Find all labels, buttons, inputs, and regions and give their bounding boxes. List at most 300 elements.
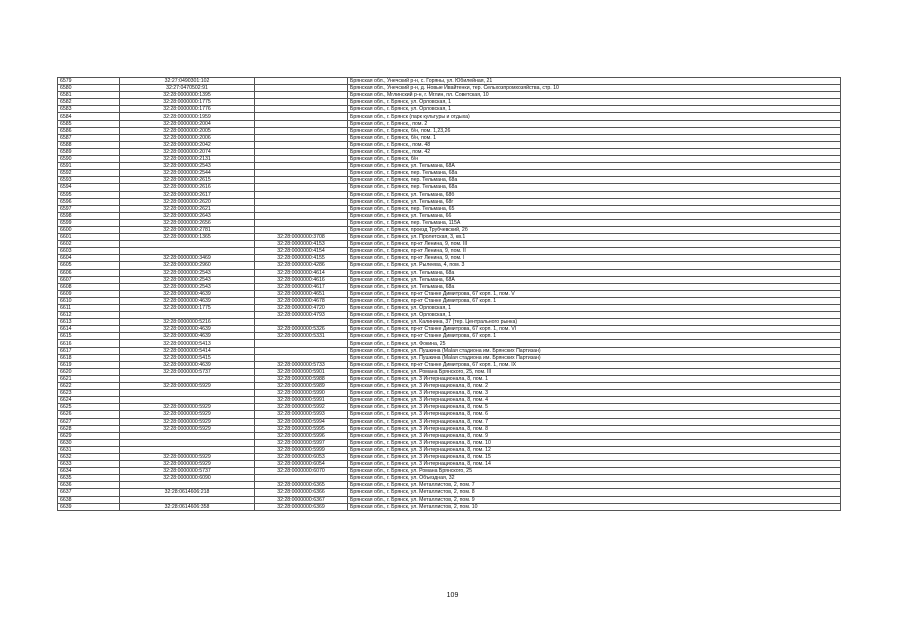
cadastral-number-cell: 32:28:0000000:1959 xyxy=(120,113,255,120)
premises-cadastral-number-cell: 32:28:0000000:4617 xyxy=(255,283,348,290)
record-number-cell: 6592 xyxy=(58,170,120,177)
cadastral-number-cell: 32:28:0000000:5929 xyxy=(120,418,255,425)
address-cell: Брянская обл., г. Брянск (парк культуры и отдыха) xyxy=(348,113,841,120)
record-number-cell: 6626 xyxy=(58,411,120,418)
table-row xyxy=(58,383,841,390)
premises-cadastral-number-cell xyxy=(255,177,348,184)
table-row xyxy=(58,404,841,411)
premises-cadastral-number-cell xyxy=(255,347,348,354)
cadastral-number-cell: 32:28:0000000:2131 xyxy=(120,156,255,163)
table-row xyxy=(58,276,841,283)
record-number-cell: 6580 xyxy=(58,85,120,92)
premises-cadastral-number-cell: 32:28:0000000:5991 xyxy=(255,397,348,404)
record-number-cell: 6597 xyxy=(58,205,120,212)
record-number-cell: 6603 xyxy=(58,248,120,255)
table-row xyxy=(58,432,841,439)
address-cell: Брянская обл., г. Брянск, пер. Тельмана, 68а xyxy=(348,170,841,177)
record-number-cell: 6633 xyxy=(58,461,120,468)
table-row xyxy=(58,340,841,347)
cadastral-number-cell: 32:28:0000000:2617 xyxy=(120,191,255,198)
address-cell: Брянская обл., Унечский р-н, д. Новые Ивайтенки, тер. Сельхозпромхозяйства, стр. 10 xyxy=(348,85,841,92)
cadastral-number-cell: 32:27:0490301:102 xyxy=(120,78,255,85)
record-number-cell: 6605 xyxy=(58,262,120,269)
premises-cadastral-number-cell: 32:28:0000000:6367 xyxy=(255,496,348,503)
address-cell: Брянская обл., Унечский р-н, с. Горяны, ул. Юбилейная, 21 xyxy=(348,78,841,85)
cadastral-number-cell: 32:28:0000000:2616 xyxy=(120,184,255,191)
record-number-cell: 6623 xyxy=(58,390,120,397)
record-number-cell: 6630 xyxy=(58,439,120,446)
address-cell: Брянская обл., г. Брянск, ул. Орловская, 1 xyxy=(348,312,841,319)
table-row xyxy=(58,425,841,432)
premises-cadastral-number-cell xyxy=(255,354,348,361)
cadastral-number-cell: 32:28:0000000:1775 xyxy=(120,99,255,106)
cadastral-number-cell: 32:28:0000000:2621 xyxy=(120,205,255,212)
premises-cadastral-number-cell: 32:28:0000000:3708 xyxy=(255,234,348,241)
premises-cadastral-number-cell xyxy=(255,78,348,85)
premises-cadastral-number-cell xyxy=(255,120,348,127)
premises-cadastral-number-cell: 32:28:0000000:5989 xyxy=(255,383,348,390)
address-cell: Брянская обл., г. Брянск, ул. 3 Интернационала, 8, пом. 10 xyxy=(348,439,841,446)
cadastral-number-cell: 32:28:0000000:3469 xyxy=(120,255,255,262)
cadastral-number-cell: 32:28:0000000:2006 xyxy=(120,134,255,141)
table-row xyxy=(58,99,841,106)
cadastral-number-cell: 32:28:0000000:2544 xyxy=(120,170,255,177)
address-cell: Брянская обл., г. Брянск,, пом. 2 xyxy=(348,120,841,127)
record-number-cell: 6588 xyxy=(58,141,120,148)
record-number-cell: 6601 xyxy=(58,234,120,241)
table-row xyxy=(58,85,841,92)
page-number: 109 xyxy=(446,592,459,599)
record-number-cell: 6591 xyxy=(58,163,120,170)
premises-cadastral-number-cell: 32:28:0000000:5993 xyxy=(255,411,348,418)
address-cell: Брянская обл., г. Брянск, ул. Рылеева, 4, пом. 3 xyxy=(348,262,841,269)
record-number-cell: 6607 xyxy=(58,276,120,283)
cadastral-number-cell: 32:27:0470502:91 xyxy=(120,85,255,92)
table-row xyxy=(58,78,841,85)
premises-cadastral-number-cell xyxy=(255,163,348,170)
premises-cadastral-number-cell: 32:28:0000000:4678 xyxy=(255,297,348,304)
record-number-cell: 6622 xyxy=(58,383,120,390)
cadastral-number-cell: 32:28:0000000:4639 xyxy=(120,333,255,340)
premises-cadastral-number-cell: 32:28:0000000:5326 xyxy=(255,326,348,333)
cadastral-number-cell: 32:28:0000000:4639 xyxy=(120,361,255,368)
cadastral-number-cell: 32:28:0000000:5929 xyxy=(120,404,255,411)
premises-cadastral-number-cell: 32:28:0000000:4154 xyxy=(255,248,348,255)
premises-cadastral-number-cell: 32:28:0000000:4616 xyxy=(255,276,348,283)
premises-cadastral-number-cell xyxy=(255,219,348,226)
address-cell: Брянская обл., г. Брянск, ул. 3 Интернационала, 8, пом. 5 xyxy=(348,404,841,411)
address-cell: Брянская обл., г. Брянск, ул. Орловская, 1 xyxy=(348,106,841,113)
address-cell: Брянская обл., г. Брянск, ул. Орловская, 1 xyxy=(348,305,841,312)
cadastral-number-cell: 32:28:0000000:2643 xyxy=(120,212,255,219)
premises-cadastral-number-cell: 32:28:0000000:4720 xyxy=(255,305,348,312)
premises-cadastral-number-cell: 32:28:0000000:5988 xyxy=(255,375,348,382)
cadastral-number-cell: 32:28:0614606:358 xyxy=(120,503,255,510)
address-cell: Брянская обл., г. Брянск, ул. Тельмана, 68а xyxy=(348,269,841,276)
address-cell: Брянская обл., г. Брянск, пр-кт Ленина, 9, пом. II xyxy=(348,248,841,255)
table-row xyxy=(58,269,841,276)
address-cell: Брянская обл., г. Брянск, ул. Металлистов, 2, пом. 9 xyxy=(348,496,841,503)
address-cell: Брянская обл., г. Брянск, ул. Фокина, 25 xyxy=(348,340,841,347)
table-row xyxy=(58,141,841,148)
cadastral-number-cell xyxy=(120,439,255,446)
record-number-cell: 6615 xyxy=(58,333,120,340)
record-number-cell: 6632 xyxy=(58,453,120,460)
premises-cadastral-number-cell xyxy=(255,212,348,219)
table-row xyxy=(58,212,841,219)
table-row xyxy=(58,489,841,496)
address-cell: Брянская обл., г. Брянск,, пом. 42 xyxy=(348,148,841,155)
premises-cadastral-number-cell: 32:28:0000000:5996 xyxy=(255,432,348,439)
premises-cadastral-number-cell: 32:28:0000000:6365 xyxy=(255,482,348,489)
cadastral-number-cell: 32:28:0000000:2543 xyxy=(120,283,255,290)
address-cell: Брянская обл., г. Брянск, ул. Калинина, 37 (тер. Центрального рынка) xyxy=(348,319,841,326)
record-number-cell: 6589 xyxy=(58,148,120,155)
address-cell: Брянская обл., г. Брянск, проезд Трубчевский, 2б xyxy=(348,226,841,233)
table-row xyxy=(58,446,841,453)
address-cell: Брянская обл., г. Брянск, ул. 3 Интернационала, 8, пом. 2 xyxy=(348,383,841,390)
table-row xyxy=(58,226,841,233)
premises-cadastral-number-cell: 32:28:0000000:5331 xyxy=(255,333,348,340)
premises-cadastral-number-cell: 32:28:0000000:6369 xyxy=(255,503,348,510)
cadastral-number-cell: 32:28:0000000:1776 xyxy=(120,106,255,113)
address-cell: Брянская обл., г. Брянск, пр-кт Станке Димитрова, 67 корп. 1, пом. V xyxy=(348,290,841,297)
address-cell: Брянская обл., г. Брянск, пр-кт Станке Димитрова, 67 корп. 1, пом. IX xyxy=(348,361,841,368)
address-cell: Брянская обл., г. Брянск, пер. Тельмана, 65 xyxy=(348,205,841,212)
address-cell: Брянская обл., г. Брянск, ул. Пролетская, 3, кв.1 xyxy=(348,234,841,241)
record-number-cell: 6585 xyxy=(58,120,120,127)
address-cell: Брянская обл., г. Брянск, ул. 3 Интернационала, 8, пом. 14 xyxy=(348,461,841,468)
address-cell: Брянская обл., г. Брянск, ул. 3 Интернационала, 8, пом. 8 xyxy=(348,425,841,432)
cadastral-number-cell: 32:28:0000000:1365 xyxy=(120,234,255,241)
address-cell: Брянская обл., г. Брянск, ул. Пушкина (Malая стадиона им. Брянских Партизан) xyxy=(348,347,841,354)
premises-cadastral-number-cell: 32:28:0000000:5999 xyxy=(255,446,348,453)
record-number-cell: 6593 xyxy=(58,177,120,184)
record-number-cell: 6602 xyxy=(58,241,120,248)
cadastral-number-cell: 32:28:0000000:5216 xyxy=(120,319,255,326)
record-number-cell: 6619 xyxy=(58,361,120,368)
record-number-cell: 6631 xyxy=(58,446,120,453)
address-cell: Брянская обл., г. Брянск, б/н, пом. 1 xyxy=(348,134,841,141)
cadastral-number-cell xyxy=(120,248,255,255)
premises-cadastral-number-cell xyxy=(255,226,348,233)
record-number-cell: 6608 xyxy=(58,283,120,290)
record-number-cell: 6590 xyxy=(58,156,120,163)
address-cell: Брянская обл., г. Брянск, ул. Орловская, 1 xyxy=(348,99,841,106)
record-number-cell: 6579 xyxy=(58,78,120,85)
table-row xyxy=(58,163,841,170)
table-row xyxy=(58,361,841,368)
cadastral-number-cell: 32:28:0000000:5413 xyxy=(120,340,255,347)
table-row xyxy=(58,354,841,361)
table-row xyxy=(58,255,841,262)
table-row xyxy=(58,262,841,269)
address-cell: Брянская обл., г. Брянск, ул. 3 Интернационала, 8, пом. 3 xyxy=(348,390,841,397)
record-number-cell: 6634 xyxy=(58,468,120,475)
record-number-cell: 6627 xyxy=(58,418,120,425)
table-row xyxy=(58,312,841,319)
premises-cadastral-number-cell xyxy=(255,191,348,198)
table-row xyxy=(58,184,841,191)
cadastral-number-cell: 32:28:0000000:6090 xyxy=(120,475,255,482)
record-number-cell: 6582 xyxy=(58,99,120,106)
cadastral-number-cell: 32:28:0000000:5737 xyxy=(120,368,255,375)
table-row xyxy=(58,368,841,375)
table-row xyxy=(58,219,841,226)
record-number-cell: 6614 xyxy=(58,326,120,333)
record-number-cell: 6636 xyxy=(58,482,120,489)
table-row xyxy=(58,468,841,475)
record-number-cell: 6639 xyxy=(58,503,120,510)
address-cell: Брянская обл., г. Брянск, пр-кт Станке Димитрова, 67 корп. 1, пом. VI xyxy=(348,326,841,333)
premises-cadastral-number-cell xyxy=(255,134,348,141)
table-row xyxy=(58,375,841,382)
table-row xyxy=(58,305,841,312)
cadastral-number-cell: 32:28:0000000:5929 xyxy=(120,461,255,468)
cadastral-number-cell xyxy=(120,312,255,319)
address-cell: Брянская обл., г. Брянск, пер. Тельмана, 68а xyxy=(348,177,841,184)
record-number-cell: 6637 xyxy=(58,489,120,496)
record-number-cell: 6624 xyxy=(58,397,120,404)
premises-cadastral-number-cell: 32:28:0000000:5733 xyxy=(255,361,348,368)
table-row xyxy=(58,113,841,120)
cadastral-number-cell xyxy=(120,432,255,439)
cadastral-number-cell: 32:28:0000000:2042 xyxy=(120,141,255,148)
cadastral-number-cell: 32:28:0000000:2074 xyxy=(120,148,255,155)
premises-cadastral-number-cell: 32:28:0000000:5995 xyxy=(255,425,348,432)
cadastral-number-cell xyxy=(120,397,255,404)
table-row xyxy=(58,191,841,198)
address-cell: Брянская обл., г. Брянск, пер. Тельмана, 68а xyxy=(348,184,841,191)
address-cell: Брянская обл., г. Брянск, б/н xyxy=(348,156,841,163)
cadastral-number-cell: 32:28:0000000:2781 xyxy=(120,226,255,233)
cadastral-number-cell: 32:28:0000000:1775 xyxy=(120,305,255,312)
cadastral-number-cell xyxy=(120,375,255,382)
premises-cadastral-number-cell xyxy=(255,141,348,148)
registry-sheet xyxy=(57,77,841,511)
table-row xyxy=(58,411,841,418)
premises-cadastral-number-cell: 32:28:0000000:5992 xyxy=(255,404,348,411)
table-row xyxy=(58,503,841,510)
address-cell: Брянская обл., г. Брянск, ул. 3 Интернационала, 8, пом. 6 xyxy=(348,411,841,418)
premises-cadastral-number-cell: 32:28:0000000:4155 xyxy=(255,255,348,262)
premises-cadastral-number-cell: 32:28:0000000:5901 xyxy=(255,368,348,375)
premises-cadastral-number-cell: 32:28:0000000:4793 xyxy=(255,312,348,319)
cadastral-number-cell: 32:28:0000000:2960 xyxy=(120,262,255,269)
table-row xyxy=(58,148,841,155)
premises-cadastral-number-cell: 32:28:0000000:6053 xyxy=(255,453,348,460)
cadastral-number-cell: 32:28:0000000:4639 xyxy=(120,297,255,304)
record-number-cell: 6604 xyxy=(58,255,120,262)
table-row xyxy=(58,333,841,340)
table-row xyxy=(58,156,841,163)
premises-cadastral-number-cell: 32:28:0000000:5990 xyxy=(255,390,348,397)
premises-cadastral-number-cell xyxy=(255,113,348,120)
premises-cadastral-number-cell: 32:28:0000000:4614 xyxy=(255,269,348,276)
address-cell: Брянская обл., г. Брянск, б/н, пом. 1,23,26 xyxy=(348,127,841,134)
address-cell: Брянская обл., г. Брянск, ул. Тельмана, 66 xyxy=(348,212,841,219)
registry-table-body xyxy=(58,78,841,511)
premises-cadastral-number-cell: 32:28:0000000:6366 xyxy=(255,489,348,496)
record-number-cell: 6586 xyxy=(58,127,120,134)
address-cell: Брянская обл., г. Брянск, ул. Тельмана, 68а xyxy=(348,283,841,290)
table-row xyxy=(58,127,841,134)
record-number-cell: 6595 xyxy=(58,191,120,198)
table-row xyxy=(58,205,841,212)
table-row xyxy=(58,347,841,354)
table-row xyxy=(58,390,841,397)
address-cell: Брянская обл., г. Брянск, ул. Тельмана, 68А xyxy=(348,276,841,283)
record-number-cell: 6594 xyxy=(58,184,120,191)
premises-cadastral-number-cell: 32:28:0000000:5997 xyxy=(255,439,348,446)
premises-cadastral-number-cell xyxy=(255,340,348,347)
cadastral-number-cell: 32:28:0000000:5929 xyxy=(120,425,255,432)
record-number-cell: 6625 xyxy=(58,404,120,411)
premises-cadastral-number-cell xyxy=(255,205,348,212)
address-cell: Брянская обл., г. Брянск, пр-кт Станке Димитрова, 67 корп. 1 xyxy=(348,333,841,340)
record-number-cell: 6581 xyxy=(58,92,120,99)
table-row xyxy=(58,439,841,446)
record-number-cell: 6629 xyxy=(58,432,120,439)
table-row xyxy=(58,106,841,113)
cadastral-number-cell: 32:28:0000000:2620 xyxy=(120,198,255,205)
table-row xyxy=(58,418,841,425)
cadastral-number-cell: 32:28:0000000:2005 xyxy=(120,127,255,134)
cadastral-number-cell: 32:28:0000000:2004 xyxy=(120,120,255,127)
premises-cadastral-number-cell xyxy=(255,127,348,134)
address-cell: Брянская обл., г. Брянск, пр-кт Станке Димитрова, 67 корп. 1 xyxy=(348,297,841,304)
cadastral-number-cell: 32:28:0000000:4639 xyxy=(120,290,255,297)
premises-cadastral-number-cell xyxy=(255,184,348,191)
cadastral-number-cell xyxy=(120,482,255,489)
record-number-cell: 6611 xyxy=(58,305,120,312)
cadastral-number-cell: 32:28:0614606:218 xyxy=(120,489,255,496)
premises-cadastral-number-cell: 32:28:0000000:6070 xyxy=(255,468,348,475)
table-row xyxy=(58,319,841,326)
premises-cadastral-number-cell xyxy=(255,85,348,92)
record-number-cell: 6600 xyxy=(58,226,120,233)
address-cell: Брянская обл., г. Брянск,, пом. 48 xyxy=(348,141,841,148)
address-cell: Брянская обл., Мглинский р-н, г. Мглин, пл. Советская, 10 xyxy=(348,92,841,99)
cadastral-number-cell: 32:28:0000000:5929 xyxy=(120,411,255,418)
table-row xyxy=(58,134,841,141)
address-cell: Брянская обл., г. Брянск, ул. Металлистов, 2, пом. 8 xyxy=(348,489,841,496)
premises-cadastral-number-cell: 32:28:0000000:6054 xyxy=(255,461,348,468)
premises-cadastral-number-cell: 32:28:0000000:4153 xyxy=(255,241,348,248)
premises-cadastral-number-cell xyxy=(255,106,348,113)
table-row xyxy=(58,482,841,489)
address-cell: Брянская обл., г. Брянск, ул. 3 Интернационала, 8, пом. 7 xyxy=(348,418,841,425)
record-number-cell: 6596 xyxy=(58,198,120,205)
record-number-cell: 6610 xyxy=(58,297,120,304)
cadastral-number-cell: 32:28:0000000:5929 xyxy=(120,453,255,460)
record-number-cell: 6616 xyxy=(58,340,120,347)
record-number-cell: 6617 xyxy=(58,347,120,354)
cadastral-number-cell: 32:28:0000000:2543 xyxy=(120,163,255,170)
premises-cadastral-number-cell xyxy=(255,170,348,177)
cadastral-number-cell xyxy=(120,241,255,248)
address-cell: Брянская обл., г. Брянск, ул. 3 Интернационала, 8, пом. 15 xyxy=(348,453,841,460)
record-number-cell: 6620 xyxy=(58,368,120,375)
cadastral-number-cell: 32:28:0000000:4639 xyxy=(120,326,255,333)
premises-cadastral-number-cell: 32:28:0000000:5994 xyxy=(255,418,348,425)
record-number-cell: 6609 xyxy=(58,290,120,297)
table-row xyxy=(58,177,841,184)
cadastral-number-cell: 32:28:0000000:2656 xyxy=(120,219,255,226)
table-row xyxy=(58,496,841,503)
table-row xyxy=(58,297,841,304)
premises-cadastral-number-cell xyxy=(255,198,348,205)
table-row xyxy=(58,326,841,333)
address-cell: Брянская обл., г. Брянск, ул. Романа Брянского, 25 xyxy=(348,468,841,475)
table-row xyxy=(58,283,841,290)
premises-cadastral-number-cell xyxy=(255,92,348,99)
address-cell: Брянская обл., г. Брянск, ул. Пушкина (Malая стадиона им. Брянских Партизан) xyxy=(348,354,841,361)
table-row xyxy=(58,453,841,460)
record-number-cell: 6613 xyxy=(58,319,120,326)
cadastral-number-cell: 32:28:0000000:5737 xyxy=(120,468,255,475)
cadastral-number-cell xyxy=(120,496,255,503)
cadastral-number-cell: 32:28:0000000:5414 xyxy=(120,347,255,354)
address-cell: Брянская обл., г. Брянск, ул. Металлистов, 2, пом. 7 xyxy=(348,482,841,489)
record-number-cell: 6638 xyxy=(58,496,120,503)
table-row xyxy=(58,234,841,241)
record-number-cell: 6618 xyxy=(58,354,120,361)
record-number-cell: 6587 xyxy=(58,134,120,141)
address-cell: Брянская обл., г. Брянск, пр-кт Ленина, 9, пом. I xyxy=(348,255,841,262)
table-row xyxy=(58,120,841,127)
address-cell: Брянская обл., г. Брянск, ул. Романа Брянского, 25, пом. III xyxy=(348,368,841,375)
table-row xyxy=(58,475,841,482)
cadastral-number-cell: 32:28:0000000:2543 xyxy=(120,269,255,276)
cadastral-number-cell: 32:28:0000000:5929 xyxy=(120,383,255,390)
record-number-cell: 6606 xyxy=(58,269,120,276)
address-cell: Брянская обл., г. Брянск, ул. Тельмана, 68А xyxy=(348,163,841,170)
premises-cadastral-number-cell: 32:28:0000000:4651 xyxy=(255,290,348,297)
premises-cadastral-number-cell xyxy=(255,156,348,163)
address-cell: Брянская обл., г. Брянск, ул. 3 Интернационала, 8, пом. 4 xyxy=(348,397,841,404)
table-row xyxy=(58,248,841,255)
cadastral-number-cell: 32:28:0000000:2615 xyxy=(120,177,255,184)
table-row xyxy=(58,198,841,205)
table-row xyxy=(58,461,841,468)
premises-cadastral-number-cell xyxy=(255,99,348,106)
address-cell: Брянская обл., г. Брянск, ул. 3 Интернационала, 8, пом. 9 xyxy=(348,432,841,439)
record-number-cell: 6612 xyxy=(58,312,120,319)
table-row xyxy=(58,241,841,248)
address-cell: Брянская обл., г. Брянск, ул. Металлистов, 2, пом. 10 xyxy=(348,503,841,510)
record-number-cell: 6599 xyxy=(58,219,120,226)
record-number-cell: 6635 xyxy=(58,475,120,482)
address-cell: Брянская обл., г. Брянск, пр-кт Ленина, 9, пом. III xyxy=(348,241,841,248)
table-row xyxy=(58,290,841,297)
address-cell: Брянская обл., г. Брянск, ул. 3 Интернационала, 8, пом. 12 xyxy=(348,446,841,453)
premises-cadastral-number-cell xyxy=(255,475,348,482)
cadastral-number-cell: 32:28:0000000:1395 xyxy=(120,92,255,99)
record-number-cell: 6584 xyxy=(58,113,120,120)
table-row xyxy=(58,397,841,404)
cadastral-registry-table xyxy=(57,77,841,511)
record-number-cell: 6583 xyxy=(58,106,120,113)
premises-cadastral-number-cell: 32:28:0000000:4286 xyxy=(255,262,348,269)
table-row xyxy=(58,170,841,177)
address-cell: Брянская обл., г. Брянск, пер. Тельмана, 115А xyxy=(348,219,841,226)
record-number-cell: 6598 xyxy=(58,212,120,219)
record-number-cell: 6628 xyxy=(58,425,120,432)
cadastral-number-cell xyxy=(120,390,255,397)
address-cell: Брянская обл., г. Брянск, ул. Тельмана, 68г xyxy=(348,198,841,205)
cadastral-number-cell: 32:28:0000000:2543 xyxy=(120,276,255,283)
